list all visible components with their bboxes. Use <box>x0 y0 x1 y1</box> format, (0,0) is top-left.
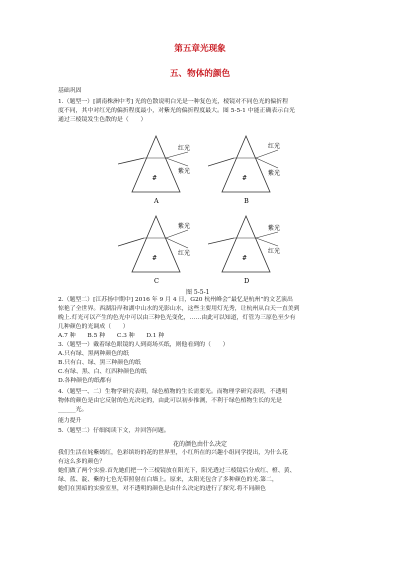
q5-article-line-3: 她们做了两个实验.首先她们把一个三棱镜放在阳光下，阳光透过三棱镜后分成红、橙、黄、 <box>58 468 296 474</box>
panel-d-bottom-label: 红光 <box>268 248 281 255</box>
q5-article-title: 花的颜色由什么决定 <box>172 441 227 448</box>
prism-figure-c <box>118 208 198 288</box>
panel-d-top-label: 紫光 <box>268 225 281 232</box>
q4-line-2: 物体的颜色是由它反射的色光决定的，由此可以初步推测，不利于绿色植物生长的光是 <box>58 398 282 404</box>
q4-line-3: ______光。 <box>58 407 88 413</box>
q3-line-1: 3.（题型一）戴着绿色眼镜的人到商场买纸，则他看到的（ ） <box>58 342 229 348</box>
panel-b-bottom-label: 紫光 <box>268 170 281 177</box>
q4-line-1: 4.（题型一、二）生物学研究表明，绿色植物的生长需要光。而物理学研究表明，不透明 <box>58 389 288 395</box>
panel-a-bottom-label: 紫光 <box>178 168 191 175</box>
panel-a-top-label: 红光 <box>178 145 191 152</box>
prism-figure-d <box>208 208 288 288</box>
panel-b-glass-mark: # <box>242 175 248 182</box>
q2-line-2: 惊艳了全世界。西湖沿岸和湖中山水的光影山水，这些主要用灯光秀，让杭州从白天一直美到 <box>58 306 300 312</box>
q2-options: A.7 种 B.5 种 C.3 种 D.1 种 <box>58 333 165 339</box>
prism-figure-a <box>118 128 198 208</box>
panel-d-letter: D <box>244 277 250 284</box>
q2-line-1: 2.（题型二）[江苏扬中期中] 2016 年 9 月 4 日，G20 杭州峰会“最忆是杭州”的文艺演出 <box>58 297 293 303</box>
prism-figure-b <box>208 128 288 208</box>
q1-line-2: 度不同，其中对红光的偏折程度最小，对紫光的偏折程度最大。图 5-5-1 中能正确表示白光 <box>58 108 295 114</box>
panel-c-letter: C <box>154 277 159 284</box>
chapter-title: 第五章光现象 <box>174 44 226 54</box>
q3-option-d: D.各种颜色的纸都有 <box>58 378 112 384</box>
q5-article-line-5: 她们在黑暗的实验室里，对不透明的颜色是由什么决定的进行了探究.将不同颜色 <box>58 486 267 492</box>
q5-article-line-2: 有这么多的颜色？ <box>58 459 106 465</box>
panel-a-glass-mark: # <box>152 175 158 182</box>
panel-b-letter: B <box>244 197 249 204</box>
q1-line-1: 1.（题型一）[湖南株洲中考] 光的色散说明白光是一种复色光，棱镜对不同色光的偏折程 <box>58 99 289 105</box>
panel-c-bottom-label: 红光 <box>178 250 191 257</box>
panel-d-glass-mark: # <box>242 255 248 262</box>
q5-article-line-4: 绿、蓝、靛、紫的七色光带照射在白墙上。原来，太阳光包含了多种颜色的光.第二， <box>58 477 278 483</box>
section-improve-label: 能力提升 <box>58 418 82 424</box>
q3-option-a: A.只有绿、黑两种颜色的纸 <box>58 351 129 357</box>
section-title: 五、物体的颜色 <box>169 69 231 79</box>
panel-a-letter: A <box>154 197 159 204</box>
panel-c-top-label: 紫光 <box>178 223 191 230</box>
q5-line-1: 5.（题型二）仔细阅读下文，并回答问题。 <box>58 428 170 434</box>
q3-option-c: C.有绿、黑、白、红四种颜色的纸 <box>58 369 147 375</box>
q2-line-3: 晚上.灯光可以产生的色光中可以由三种色光变化，……由此可以知道，灯管为三原色至少有 <box>58 315 296 321</box>
q2-line-4: 几种颜色的光调成（ ） <box>58 324 129 330</box>
panel-b-top-label: 红光 <box>268 143 281 150</box>
q5-article-line-1: 我们生活在姹紫嫣红，色彩缤纷的花的世界里，小红所在的兴趣小组同学提出，为什么花 <box>58 450 288 456</box>
section-basic-label: 基础巩固 <box>58 88 82 94</box>
q3-option-b: B.只有白、绿、黑三种颜色的纸 <box>58 360 141 366</box>
q1-line-3: 通过三棱镜发生色散的是（ ） <box>58 117 147 123</box>
panel-c-glass-mark: # <box>152 255 158 262</box>
figure-caption: 图 5-5-1 <box>186 289 210 296</box>
